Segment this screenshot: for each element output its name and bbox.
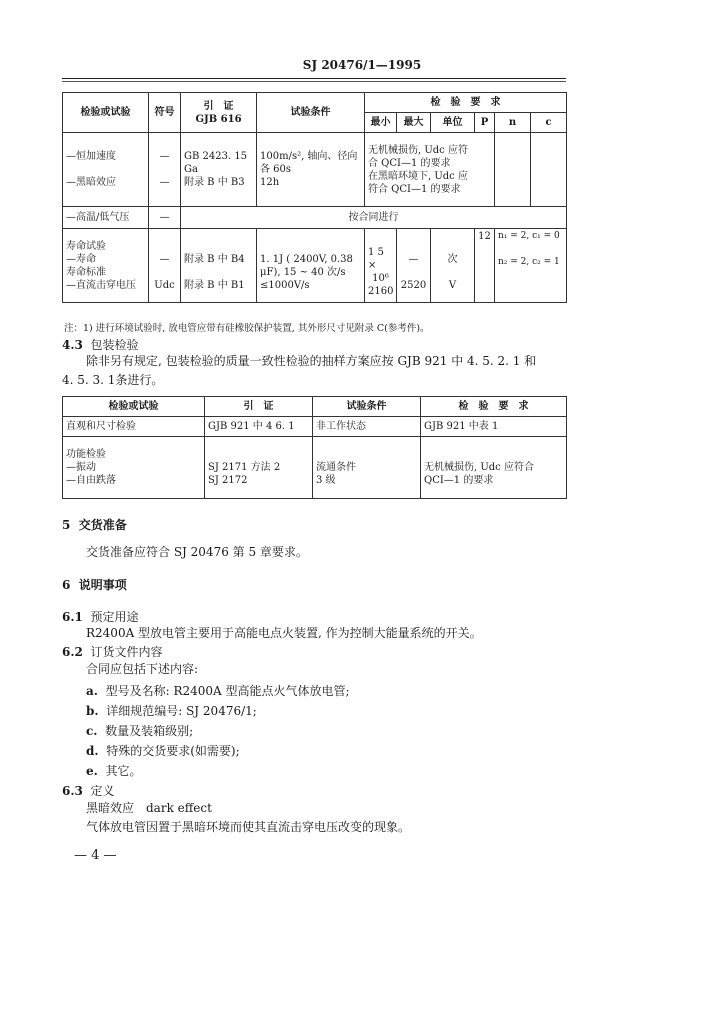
sub-unit: 单位 — [431, 113, 475, 133]
sub-max: 最大 — [397, 113, 431, 133]
section-6-3-heading: 6.3 定义 — [62, 784, 115, 798]
t2-col-requirements: 检 验 要 求 — [421, 397, 567, 417]
row-accel-dark-ref: GB 2423. 15 Ga 附录 B 中 B3 — [181, 133, 257, 207]
definition-body: 气体放电管因置于黑暗环境而使其直流击穿电压改变的现象。 — [86, 820, 411, 834]
row-life-cond: 1. 1J ( 2400V, 0.38 μF), 15 ~ 40 次/s ≤1000V/s — [257, 229, 365, 303]
col-symbol: 符号 — [149, 93, 181, 133]
row-life-test: 寿命试验 —寿命 寿命标准 —直流击穿电压 — [63, 229, 149, 303]
row-accel-dark-c — [531, 133, 567, 207]
row-hightemp-symbol: — — [149, 207, 181, 229]
row-life-max: — 2520 — [397, 229, 431, 303]
t2-row-visual-req: GJB 921 中表 1 — [421, 417, 567, 437]
col-reference: 引 证 GJB 616 — [181, 93, 257, 133]
row-hightemp-test: —高温/低气压 — [63, 207, 149, 229]
row-life-nc: n₁ = 2, c₁ = 0 n₂ = 2, c₂ = 1 — [495, 229, 567, 303]
col-requirements: 检 验 要 求 — [365, 93, 567, 113]
section-6-heading: 6 说明事项 — [62, 578, 127, 592]
t2-row-func-req: 无机械损伤, Udc 应符合 QCI—1 的要求 — [421, 437, 567, 499]
order-item: e. 其它。 — [86, 764, 142, 778]
t2-row-func-test: 功能检验 —振动 —自由跌落 — [63, 437, 205, 499]
row-life-unit: 次 V — [431, 229, 475, 303]
row-life-symbol: — Udc — [149, 229, 181, 303]
section-5-heading: 5 交货准备 — [62, 518, 127, 532]
page-number: — 4 — — [74, 848, 117, 863]
col-test: 检验或试验 — [63, 93, 149, 133]
header-rule — [62, 78, 566, 79]
row-life-min: 1 5 × 10⁶ 2160 — [365, 229, 397, 303]
section-6-1-heading: 6.1 预定用途 — [62, 610, 139, 624]
t2-row-func-cond: 流通条件 3 级 — [313, 437, 421, 499]
sub-min: 最小 — [365, 113, 397, 133]
row-life-ref: 附录 B 中 B4 附录 B 中 B1 — [181, 229, 257, 303]
inspection-table-1 — [62, 92, 567, 303]
order-item: a. 型号及名称: R2400A 型高能点火气体放电管; — [86, 684, 350, 698]
row-accel-dark-test: —恒加速度 —黑暗效应 — [63, 133, 149, 207]
section-4-3-body-1: 除非另有规定, 包装检验的质量一致性检验的抽样方案应按 GJB 921 中 4. 5. 2. 1 和 — [86, 354, 537, 368]
header-rule-thin — [62, 81, 566, 82]
t2-col-conditions: 试验条件 — [313, 397, 421, 417]
t2-row-visual-cond: 非工作状态 — [313, 417, 421, 437]
row-accel-dark-symbol: — — — [149, 133, 181, 207]
order-item: c. 数量及装箱级别; — [86, 724, 194, 738]
document-number: SJ 20476/1—1995 — [302, 58, 422, 72]
section-4-3-heading: 4.3 包装检验 — [62, 338, 139, 352]
inspection-table-2 — [62, 396, 567, 499]
col-conditions: 试验条件 — [257, 93, 365, 133]
sub-n: n — [495, 113, 531, 133]
row-accel-dark-cond: 100m/s², 轴向、径向 各 60s 12h — [257, 133, 365, 207]
section-6-2-heading: 6.2 订货文件内容 — [62, 645, 163, 659]
section-4-3-body-2: 4. 5. 3. 1条进行。 — [62, 373, 164, 387]
t2-row-func-ref: SJ 2171 方法 2 SJ 2172 — [205, 437, 313, 499]
row-hightemp-merged: 按合同进行 — [181, 207, 567, 229]
section-6-2-intro: 合同应包括下述内容: — [86, 662, 199, 676]
t2-row-visual-ref: GJB 921 中 4 6. 1 — [205, 417, 313, 437]
order-item: d. 特殊的交货要求(如需要); — [86, 744, 240, 758]
definition-term: 黑暗效应 dark effect — [86, 801, 212, 815]
row-accel-dark-req: 无机械损伤, Udc 应符 合 QCI—1 的要求 在黑暗环境下, Udc 应 符合 QCI—1 的要求 — [365, 133, 495, 207]
t2-col-reference: 引 证 — [205, 397, 313, 417]
row-accel-dark-n — [495, 133, 531, 207]
section-6-1-body: R2400A 型放电管主要用于高能电点火装置, 作为控制大能量系统的开关。 — [86, 626, 482, 640]
row-life-p: 12 — [475, 229, 495, 303]
t2-row-visual-test: 直观和尺寸检验 — [63, 417, 205, 437]
sub-p: P — [475, 113, 495, 133]
section-5-body: 交货准备应符合 SJ 20476 第 5 章要求。 — [86, 545, 308, 559]
sub-c: c — [531, 113, 567, 133]
order-item: b. 详细规范编号: SJ 20476/1; — [86, 704, 257, 718]
t2-col-test: 检验或试验 — [63, 397, 205, 417]
table-footnote: 注：1) 进行环境试验时, 放电管应带有硅橡胶保护装置, 其外形尺寸见附录 C(参考件)。 — [64, 323, 430, 334]
